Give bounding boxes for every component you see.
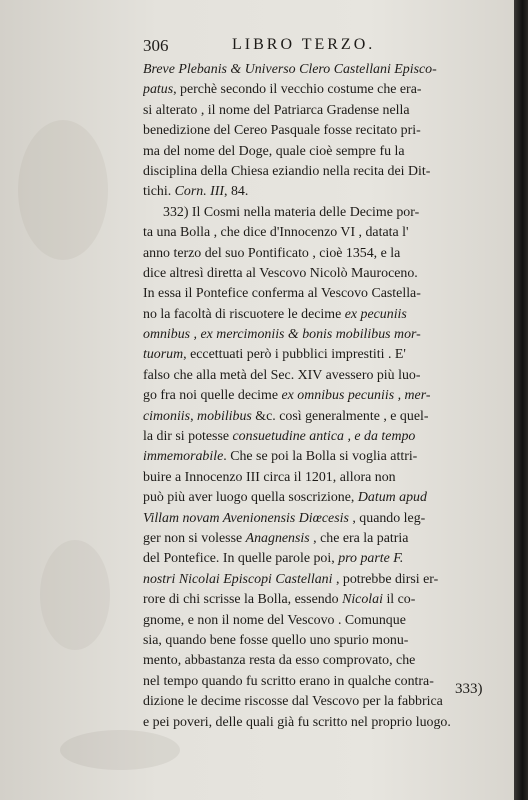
text-line xyxy=(143,427,516,447)
italic-segment: ex pecuniis xyxy=(344,306,407,322)
text-line xyxy=(143,223,516,243)
roman-segment: anno terzo del suo Pontificato , cioè 1354, e la xyxy=(143,245,401,261)
text-line xyxy=(143,101,516,121)
italic-segment: patus xyxy=(143,82,174,98)
roman-segment: , quando leg- xyxy=(348,510,426,526)
text-line xyxy=(143,162,516,182)
italic-segment: Breve Plebanis & Universo Clero Castellani Episco- xyxy=(143,62,437,77)
text-line xyxy=(143,366,516,386)
paper-stain xyxy=(60,730,180,770)
roman-segment: 332) Il Cosmi nella materia delle Decime por- xyxy=(163,204,420,220)
roman-segment: go fra noi quelle decime xyxy=(143,388,282,404)
italic-segment: Anagnensis xyxy=(245,530,310,546)
roman-segment: &c. così generalmente , e quel- xyxy=(251,408,429,424)
italic-segment: Datum apud xyxy=(357,490,427,506)
body-text xyxy=(143,60,516,733)
text-line xyxy=(143,121,516,141)
roman-segment: disciplina della Chiesa eziandio nella recita dei Dit- xyxy=(143,163,431,179)
text-line xyxy=(143,284,516,304)
roman-segment: gnome, e non il nome del Vescovo . Comunque xyxy=(143,612,406,628)
text-line xyxy=(143,305,516,325)
text-line xyxy=(143,651,516,671)
roman-segment: , eccettuati però i pubblici imprestiti . E' xyxy=(183,347,406,363)
text-line xyxy=(143,488,516,508)
italic-segment: mobilibus xyxy=(197,408,252,424)
roman-segment: dice altresì diretta al Vescovo Nicolò Mauroceno. xyxy=(143,265,418,281)
roman-segment: . Che se poi la Bolla si voglia attri- xyxy=(223,449,418,465)
roman-segment: del Pontefice. In quelle parole poi, xyxy=(143,551,339,567)
roman-segment: tichi. xyxy=(143,184,175,200)
text-line xyxy=(143,60,516,80)
italic-segment: Villam novam Avenionensis Diœcesis xyxy=(143,510,349,526)
italic-segment: cimoniis xyxy=(143,408,191,424)
roman-segment: dizione le decime riscosse dal Vescovo per la fabbrica xyxy=(143,694,443,710)
book-edge-shadow xyxy=(514,0,528,800)
page-header xyxy=(143,36,443,56)
roman-segment: sia, quando bene fosse quello uno spurio monu- xyxy=(143,632,409,648)
roman-segment: e pei poveri, delle quali già fu scritto nel proprio luogo. xyxy=(143,714,451,730)
roman-segment: , che era la patria xyxy=(309,530,409,546)
roman-segment: nel tempo quando fu scritto erano in qualche contra- xyxy=(143,673,434,689)
italic-segment: ex omnibus pecuniis , mer- xyxy=(281,388,431,404)
paper-stain xyxy=(18,120,108,260)
text-line xyxy=(143,447,516,467)
text-line xyxy=(143,468,516,488)
running-title: LIBRO TERZO. xyxy=(232,36,376,53)
text-line xyxy=(143,713,516,733)
text-line xyxy=(143,509,516,529)
roman-segment: benedizione del Cereo Pasquale fosse recitato pri- xyxy=(143,123,421,139)
roman-segment: buire a Innocenzo III circa il 1201, allora non xyxy=(143,469,396,485)
text-line xyxy=(143,264,516,284)
roman-segment: , perchè secondo il vecchio costume che era- xyxy=(173,82,422,98)
italic-segment: Corn. III xyxy=(174,184,225,200)
text-line xyxy=(143,611,516,631)
italic-segment: Nicolai xyxy=(342,592,383,608)
roman-segment: rore di chi scrisse la Bolla, essendo xyxy=(143,592,343,608)
text-line xyxy=(143,325,516,345)
italic-segment: consuetudine antica , e da tempo xyxy=(232,429,416,445)
text-line xyxy=(143,386,516,406)
roman-segment: , xyxy=(190,408,198,424)
roman-segment: , potrebbe dirsi er- xyxy=(332,571,439,587)
text-line xyxy=(143,549,516,569)
text-line xyxy=(143,203,516,223)
text-line xyxy=(143,182,516,202)
roman-segment: ta una Bolla , che dice d'Innocenzo VI , datata l' xyxy=(143,225,409,241)
roman-segment: la dir si potesse xyxy=(143,429,233,445)
roman-segment: , 84. xyxy=(224,184,249,200)
text-line xyxy=(143,142,516,162)
roman-segment: ma del nome del Doge, quale cioè sempre fu la xyxy=(143,143,405,159)
roman-segment: si alterato , il nome del Patriarca Gradense nella xyxy=(143,102,410,118)
roman-segment: falso che alla metà del Sec. XIV avessero più luo- xyxy=(143,367,421,383)
roman-segment: il co- xyxy=(382,592,416,608)
italic-segment: nostri Nicolai Episcopi Castellani xyxy=(143,571,333,587)
roman-segment: mento, abbastanza resta da esso comprovato, che xyxy=(143,653,416,669)
text-line xyxy=(143,590,516,610)
italic-segment: omnibus , ex mercimoniis & bonis mobilibus mor- xyxy=(143,327,421,343)
italic-segment: tuorum xyxy=(143,347,184,363)
roman-segment: In essa il Pontefice conferma al Vescovo Castella- xyxy=(143,286,421,302)
text-line xyxy=(143,570,516,590)
text-line xyxy=(143,407,516,427)
roman-segment: ger non si volesse xyxy=(143,530,246,546)
paper-stain xyxy=(40,540,110,650)
roman-segment: no la facoltà di riscuotere le decime xyxy=(143,306,345,322)
italic-segment: immemorabile xyxy=(143,449,224,465)
text-line xyxy=(143,529,516,549)
page-number: 306 xyxy=(143,36,169,55)
roman-segment: può più aver luogo quella soscrizione, xyxy=(143,490,358,506)
text-line xyxy=(143,80,516,100)
text-line xyxy=(143,631,516,651)
italic-segment: pro parte F. xyxy=(338,551,404,567)
text-line xyxy=(143,244,516,264)
text-line xyxy=(143,345,516,365)
catchword: 333) xyxy=(455,681,483,697)
